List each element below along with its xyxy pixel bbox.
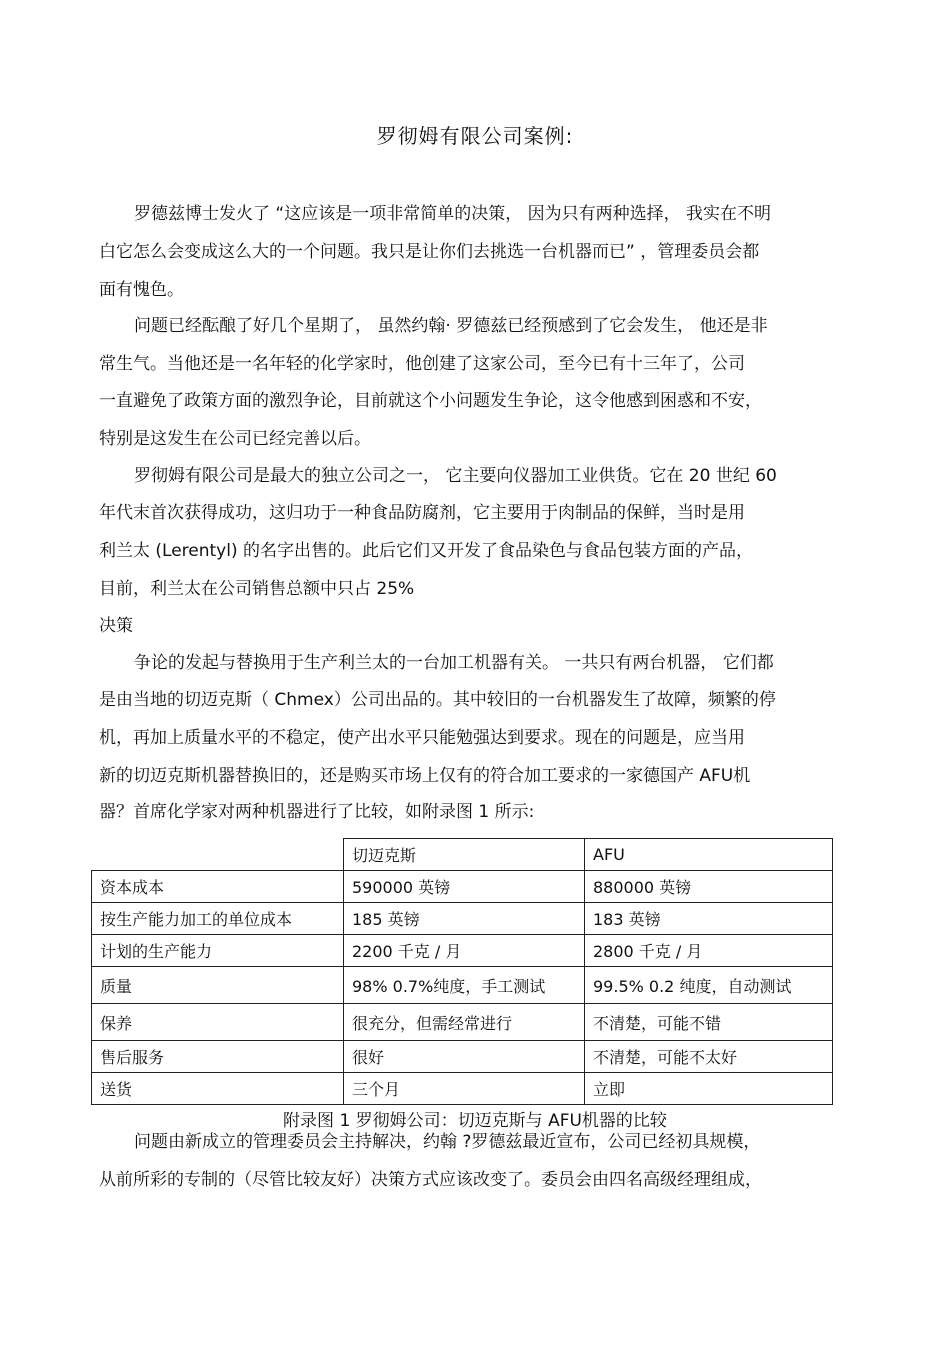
table-cell: 185 英镑 xyxy=(344,903,585,935)
paragraph-line: 器？首席化学家对两种机器进行了比较，如附录图 1 所示: xyxy=(99,802,535,822)
paragraph-line: 面有愧色。 xyxy=(99,280,184,300)
table-header-cell: AFU xyxy=(585,839,833,871)
comparison-table xyxy=(91,838,833,1105)
table-row xyxy=(92,1004,833,1041)
table-cell: 很充分，但需经常进行 xyxy=(344,1004,585,1041)
paragraph-line: 年代末首次获得成功，这归功于一种食品防腐剂，它主要用于肉制品的保鲜，当时是用 xyxy=(99,503,745,523)
table-cell: 2200 千克 / 月 xyxy=(344,935,585,967)
paragraph-line: 争论的发起与替换用于生产利兰太的一台加工机器有关。 一共只有两台机器， 它们都 xyxy=(134,653,774,673)
table-row-label: 资本成本 xyxy=(92,871,344,903)
table-row xyxy=(92,935,833,967)
paragraph-line: 利兰太 (Lerentyl) 的名字出售的。此后它们又开发了食品染色与食品包装方面的产品， xyxy=(99,541,754,561)
table-row-label: 保养 xyxy=(92,1004,344,1041)
paragraph-line: 一直避免了政策方面的激烈争论，目前就这个小问题发生争论，这令他感到困惑和不安， xyxy=(99,391,762,411)
table-cell: 183 英镑 xyxy=(585,903,833,935)
paragraph-line: 机，再加上质量水平的不稳定，使产出水平只能勉强达到要求。现在的问题是，应当用 xyxy=(99,728,745,748)
table-cell: 不清楚，可能不错 xyxy=(585,1004,833,1041)
table-row xyxy=(92,967,833,1004)
paragraph-line: 新的切迈克斯机器替换旧的，还是购买市场上仅有的符合加工要求的一家德国产 AFU机 xyxy=(99,766,751,786)
paragraph-line: 目前，利兰太在公司销售总额中只占 25% xyxy=(99,579,415,599)
paragraph-line: 问题由新成立的管理委员会主持解决，约翰 ?罗德兹最近宣布，公司已经初具规模， xyxy=(134,1132,761,1152)
paragraph-line: 白它怎么会变成这么大的一个问题。我只是让你们去挑选一台机器而已” ，管理委员会都 xyxy=(99,242,760,262)
table-caption: 附录图 1 罗彻姆公司：切迈克斯与 AFU机器的比较 xyxy=(283,1111,667,1131)
paragraph-line: 问题已经酝酿了好几个星期了， 虽然约翰· 罗德兹已经预感到了它会发生， 他还是非 xyxy=(134,316,768,336)
table-cell: 98% 0.7%纯度，手工测试 xyxy=(344,967,585,1004)
table-row xyxy=(92,1073,833,1105)
paragraph-line: 常生气。当他还是一名年轻的化学家时，他创建了这家公司，至今已有十三年了，公司 xyxy=(99,354,745,374)
table-cell: 99.5% 0.2 纯度，自动测试 xyxy=(585,967,833,1004)
table-cell: 立即 xyxy=(585,1073,833,1105)
paragraph-line: 罗德兹博士发火了 “这应该是一项非常简单的决策， 因为只有两种选择， 我实在不明 xyxy=(134,204,772,224)
table-row xyxy=(92,871,833,903)
paragraph-line: 决策 xyxy=(99,616,133,636)
table-cell: 880000 英镑 xyxy=(585,871,833,903)
table-row xyxy=(92,903,833,935)
table-row-label: 按生产能力加工的单位成本 xyxy=(92,903,344,935)
table-cell: 不清楚，可能不太好 xyxy=(585,1041,833,1073)
table-row-label: 送货 xyxy=(92,1073,344,1105)
table-row xyxy=(92,1041,833,1073)
table-cell: 很好 xyxy=(344,1041,585,1073)
table-row-label: 售后服务 xyxy=(92,1041,344,1073)
table-cell: 2800 千克 / 月 xyxy=(585,935,833,967)
table-cell: 三个月 xyxy=(344,1073,585,1105)
paragraph-line: 是由当地的切迈克斯（ Chmex）公司出品的。其中较旧的一台机器发生了故障，频繁的停 xyxy=(99,690,776,710)
table-cell: 590000 英镑 xyxy=(344,871,585,903)
table-row-label: 计划的生产能力 xyxy=(92,935,344,967)
paragraph-line: 罗彻姆有限公司是最大的独立公司之一， 它主要向仪器加工业供货。它在 20 世纪 60 xyxy=(134,466,777,486)
table-header-cell: 切迈克斯 xyxy=(344,839,585,871)
table-corner-cell xyxy=(92,839,344,871)
table-row-label: 质量 xyxy=(92,967,344,1004)
table-header-row xyxy=(92,839,833,871)
paragraph-line: 从前所彩的专制的（尽管比较友好）决策方式应该改变了。委员会由四名高级经理组成， xyxy=(99,1170,762,1190)
paragraph-line: 特别是这发生在公司已经完善以后。 xyxy=(99,429,371,449)
document-title: 罗彻姆有限公司案例: xyxy=(376,124,574,148)
